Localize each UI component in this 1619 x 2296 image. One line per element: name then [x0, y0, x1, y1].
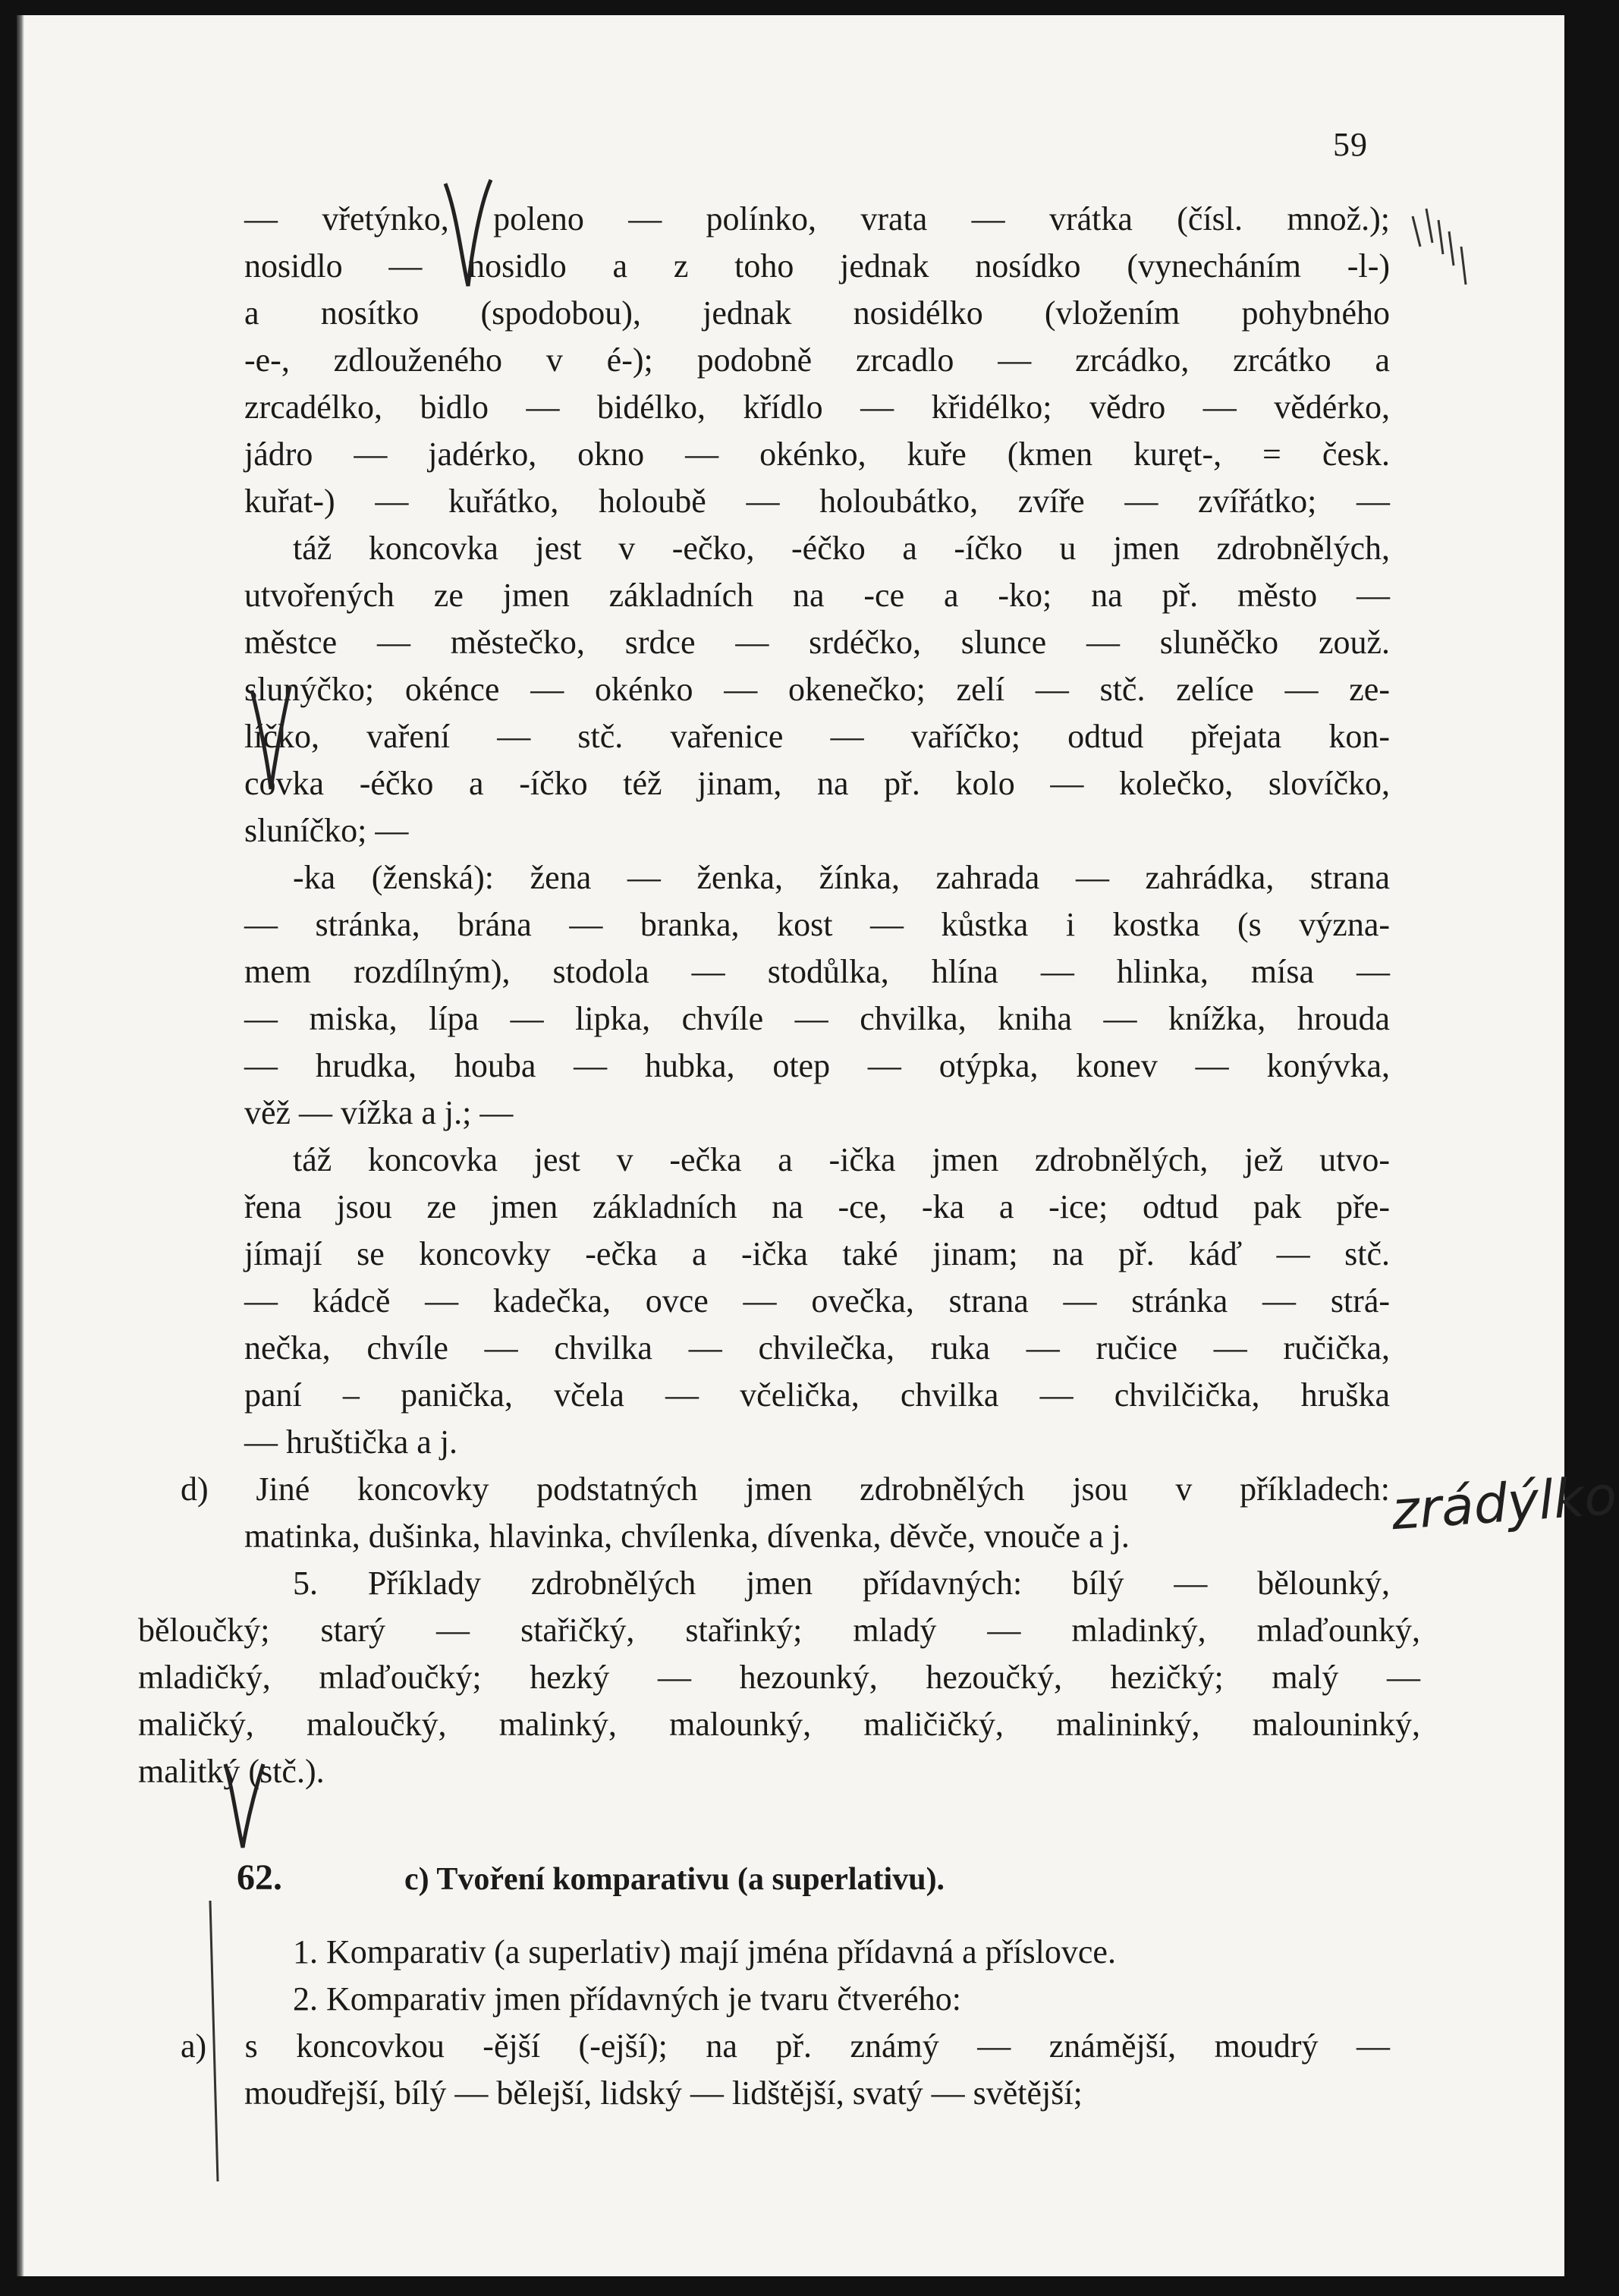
text-line: a) s koncovkou -ější (-ejší); na př. známý — známější, moudrý —: [181, 2027, 1390, 2065]
text-line: nečka, chvíle — chvilka — chvilečka, ruka — ručice — ručička,: [244, 1329, 1390, 1367]
text-line: moudřejší, bílý — bělejší, lidský — lidštější, svatý — světější;: [244, 2074, 1083, 2112]
text-line: — vřetýnko, poleno — polínko, vrata — vrátka (čísl. množ.);: [244, 200, 1390, 237]
pencil-check-mark: [222, 1760, 267, 1851]
section-number: 62.: [237, 1857, 282, 1898]
text-line: řena jsou ze jmen základních na -ce, -ka a -ice; odtud pak pře-: [244, 1188, 1390, 1225]
text-line: líčko, vaření — stč. vařenice — vaříčko; odtud přejata kon-: [244, 718, 1390, 755]
text-line: utvořených ze jmen základních na -ce a -ko; na př. město —: [244, 577, 1390, 614]
text-line: — kádcě — kadečka, ovce — ovečka, strana — stránka — strá-: [244, 1282, 1390, 1319]
text-line: — stránka, brána — branka, kost — kůstka i kostka (s význa-: [244, 906, 1390, 943]
text-line: táž koncovka jest v -ečko, -éčko a -íčko u jmen zdrobnělých,: [293, 530, 1390, 567]
section-title: c) Tvoření komparativu (a superlativu).: [404, 1862, 945, 1897]
text-line: a nosítko (spodobou), jednak nosidélko (vložením pohybného: [244, 294, 1390, 332]
text-line: matinka, dušinka, hlavinka, chvílenka, dívenka, děvče, vnouče a j.: [244, 1518, 1130, 1555]
text-line: sluníčko; —: [244, 812, 409, 849]
margin-scribble: [1405, 201, 1489, 292]
text-line: zrcadélko, bidlo — bidélko, křídlo — křidélko; vědro — vědérko,: [244, 388, 1390, 426]
text-line: maličký, maloučký, malinký, malounký, maličičký, malininký, malouninký,: [138, 1706, 1420, 1743]
text-line: d) Jiné koncovky podstatných jmen zdrobnělých jsou v příkladech:: [181, 1470, 1390, 1508]
page-spine-edge: [17, 15, 24, 2276]
text-line: malitký (stč.).: [138, 1753, 325, 1790]
text-line: covka -éčko a -íčko též jinam, na př. kolo — kolečko, slovíčko,: [244, 765, 1390, 802]
text-line: 1. Komparativ (a superlativ) mají jména přídavná a příslovce.: [293, 1933, 1116, 1970]
text-line: -e-, zdlouženého v é-); podobně zrcadlo — zrcádko, zrcátko a: [244, 341, 1390, 379]
pencil-check-mark: [442, 176, 495, 290]
text-line: slunýčko; okénce — okénko — okenečko; zelí — stč. zelíce — ze-: [244, 671, 1390, 708]
body-text: [138, 196, 1420, 2117]
text-line: městce — městečko, srdce — srdéčko, slunce — sluněčko zouž.: [244, 624, 1390, 661]
section-heading: [237, 1854, 1390, 1903]
text-line: — hruštička a j.: [244, 1423, 458, 1461]
text-line: 2. Komparativ jmen přídavných je tvaru čtverého:: [293, 1980, 961, 2018]
text-line: nosidlo — nosidlo a z toho jednak nosídko (vynecháním -l-): [244, 247, 1390, 285]
text-line: mem rozdílným), stodola — stodůlka, hlína — hlinka, mísa —: [244, 953, 1390, 990]
text-line: táž koncovka jest v -ečka a -ička jmen zdrobnělých, jež utvo-: [293, 1141, 1390, 1178]
handwritten-note: zrádýlko: [1389, 1464, 1619, 1543]
text-line: jímají se koncovky -ečka a -ička také jinam; na př. káď — stč.: [244, 1235, 1390, 1272]
text-line: — miska, lípa — lipka, chvíle — chvilka, kniha — knížka, hrouda: [244, 1000, 1390, 1037]
text-line: 5. Příklady zdrobnělých jmen přídavných: bílý — bělounký,: [293, 1565, 1390, 1602]
paragraph-block: [181, 1929, 1390, 2117]
text-line: jádro — jadérko, okno — okénko, kuře (kmen kuręt-, = česk.: [244, 436, 1390, 473]
pencil-check-mark: [248, 683, 294, 797]
text-line: paní – panička, včela — včelička, chvilka — chvilčička, hruška: [244, 1376, 1390, 1414]
paragraph-block: [138, 196, 1420, 1795]
page-number: 59: [1333, 126, 1368, 163]
text-line: mladičký, mlaďoučký; hezký — hezounký, hezoučký, hezičký; malý —: [138, 1659, 1420, 1696]
text-line: věž — vížka a j.; —: [244, 1094, 514, 1131]
book-page: [17, 15, 1619, 2276]
text-line: — hrudka, houba — hubka, otep — otýpka, konev — konývka,: [244, 1047, 1390, 1084]
pencil-margin-line: [203, 1897, 225, 2185]
text-line: kuřat-) — kuřátko, holoubě — holoubátko, zvíře — zvířátko; —: [244, 483, 1390, 520]
text-line: -ka (ženská): žena — ženka, žínka, zahrada — zahrádka, strana: [293, 859, 1390, 896]
text-line: běloučký; starý — stařičký, stařinký; mladý — mladinký, mlaďounký,: [138, 1612, 1420, 1649]
